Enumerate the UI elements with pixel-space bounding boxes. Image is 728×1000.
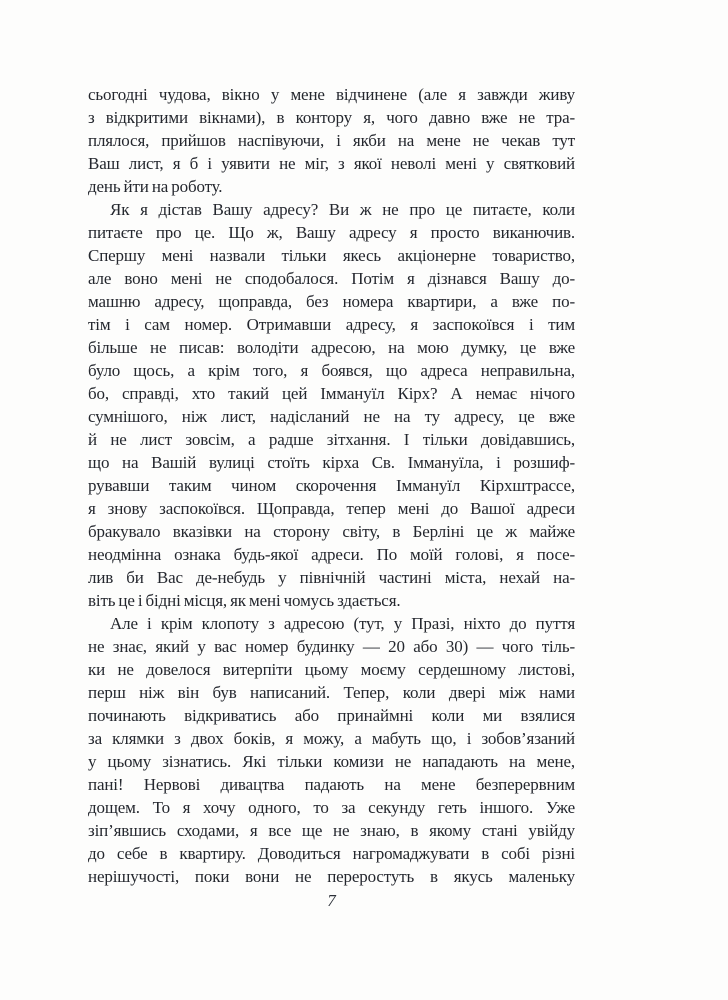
paragraph bbox=[88, 83, 575, 198]
text-line: пані! Нервові дивацтва падають на мене безперервним bbox=[88, 775, 575, 794]
text-line: сьогодні чудова, вікно у мене відчинене (але я завжди живу bbox=[88, 85, 575, 104]
text-line: дощем. То я хочу одного, то за секунду геть іншого. Уже bbox=[88, 798, 575, 817]
text-line: день йти на роботу. bbox=[88, 177, 223, 196]
text-line: зіп’явшись сходами, я все ще не знаю, в якому стані увійду bbox=[88, 821, 575, 840]
text-line: лив би Вас де-небудь у північній частині міста, нехай на- bbox=[88, 568, 575, 587]
text-line: машню адресу, щоправда, без номера квартири, а вже по- bbox=[88, 292, 575, 311]
text-line: що на Вашій вулиці стоїть кірха Св. Іммануїла, і розшиф- bbox=[88, 453, 575, 472]
text-line: неодмінна ознака будь-якої адреси. По моїй голові, я посе- bbox=[88, 545, 575, 564]
text-line: віть це і бідні місця, як мені чомусь здається. bbox=[88, 591, 401, 610]
text-line: нерішучості, поки вони не переростуть в якусь маленьку bbox=[88, 867, 575, 886]
text-line: рувавши таким чином скорочення Іммануїл Кірхштрассе, bbox=[88, 476, 575, 495]
text-line: з відкритими вікнами), в контору я, чого давно вже не тра- bbox=[88, 108, 575, 127]
page-text bbox=[88, 83, 575, 888]
paragraph bbox=[88, 612, 575, 888]
text-line: тім і сам номер. Отримавши адресу, я заспокоївся і тим bbox=[88, 315, 575, 334]
text-line: Ваш лист, я б і уявити не міг, з якої неволі мені у святковий bbox=[88, 154, 575, 173]
text-line: було щось, а крім того, я боявся, що адреса неправильна, bbox=[88, 361, 575, 380]
text-line: більше не писав: володіти адресою, на мою думку, це вже bbox=[88, 338, 575, 357]
text-line: бракувало вказівки на сторону світу, в Берліні це ж майже bbox=[88, 522, 575, 541]
text-line: у цьому зізнатись. Які тільки комизи не нападають на мене, bbox=[88, 752, 575, 771]
text-line: сумнішого, ніж лист, надісланий не на ту адресу, це вже bbox=[88, 407, 575, 426]
text-line: Як я дістав Вашу адресу? Ви ж не про це питаєте, коли bbox=[110, 200, 575, 219]
text-line: але воно мені не сподобалося. Потім я дізнався Вашу до- bbox=[88, 269, 575, 288]
text-line: Але і крім клопоту з адресою (тут, у Празі, ніхто до пуття bbox=[110, 614, 575, 633]
text-line: й не лист зовсім, а радше зітхання. І тільки довідавшись, bbox=[88, 430, 575, 449]
paragraph bbox=[88, 198, 575, 612]
text-line: до себе в квартиру. Доводиться нагромаджувати в собі різні bbox=[88, 844, 575, 863]
text-line: Спершу мені назвали тільки якесь акціонерне товариство, bbox=[88, 246, 575, 265]
text-line: бо, справді, хто такий цей Іммануїл Кірх? А немає нічого bbox=[88, 384, 575, 403]
text-line: не знає, який у вас номер будинку — 20 або 30) — чого тіль- bbox=[88, 637, 575, 656]
text-line: питаєте про це. Що ж, Вашу адресу я просто виканючив. bbox=[88, 223, 575, 242]
page-number: 7 bbox=[327, 891, 336, 910]
text-line: починають відкриватись або принаймні коли ми взялися bbox=[88, 706, 575, 725]
text-line: плялося, прийшов наспівуючи, і якби на мене не чекав тут bbox=[88, 131, 575, 150]
text-line: я знову заспокоївся. Щоправда, тепер мені до Вашої адреси bbox=[88, 499, 575, 518]
text-line: за клямки з двох боків, я можу, а мабуть що, і зобов’язаний bbox=[88, 729, 575, 748]
text-line: перш ніж він був написаний. Тепер, коли двері між нами bbox=[88, 683, 575, 702]
text-line: ки не довелося витерпіти цьому моєму сердешному листові, bbox=[88, 660, 575, 679]
